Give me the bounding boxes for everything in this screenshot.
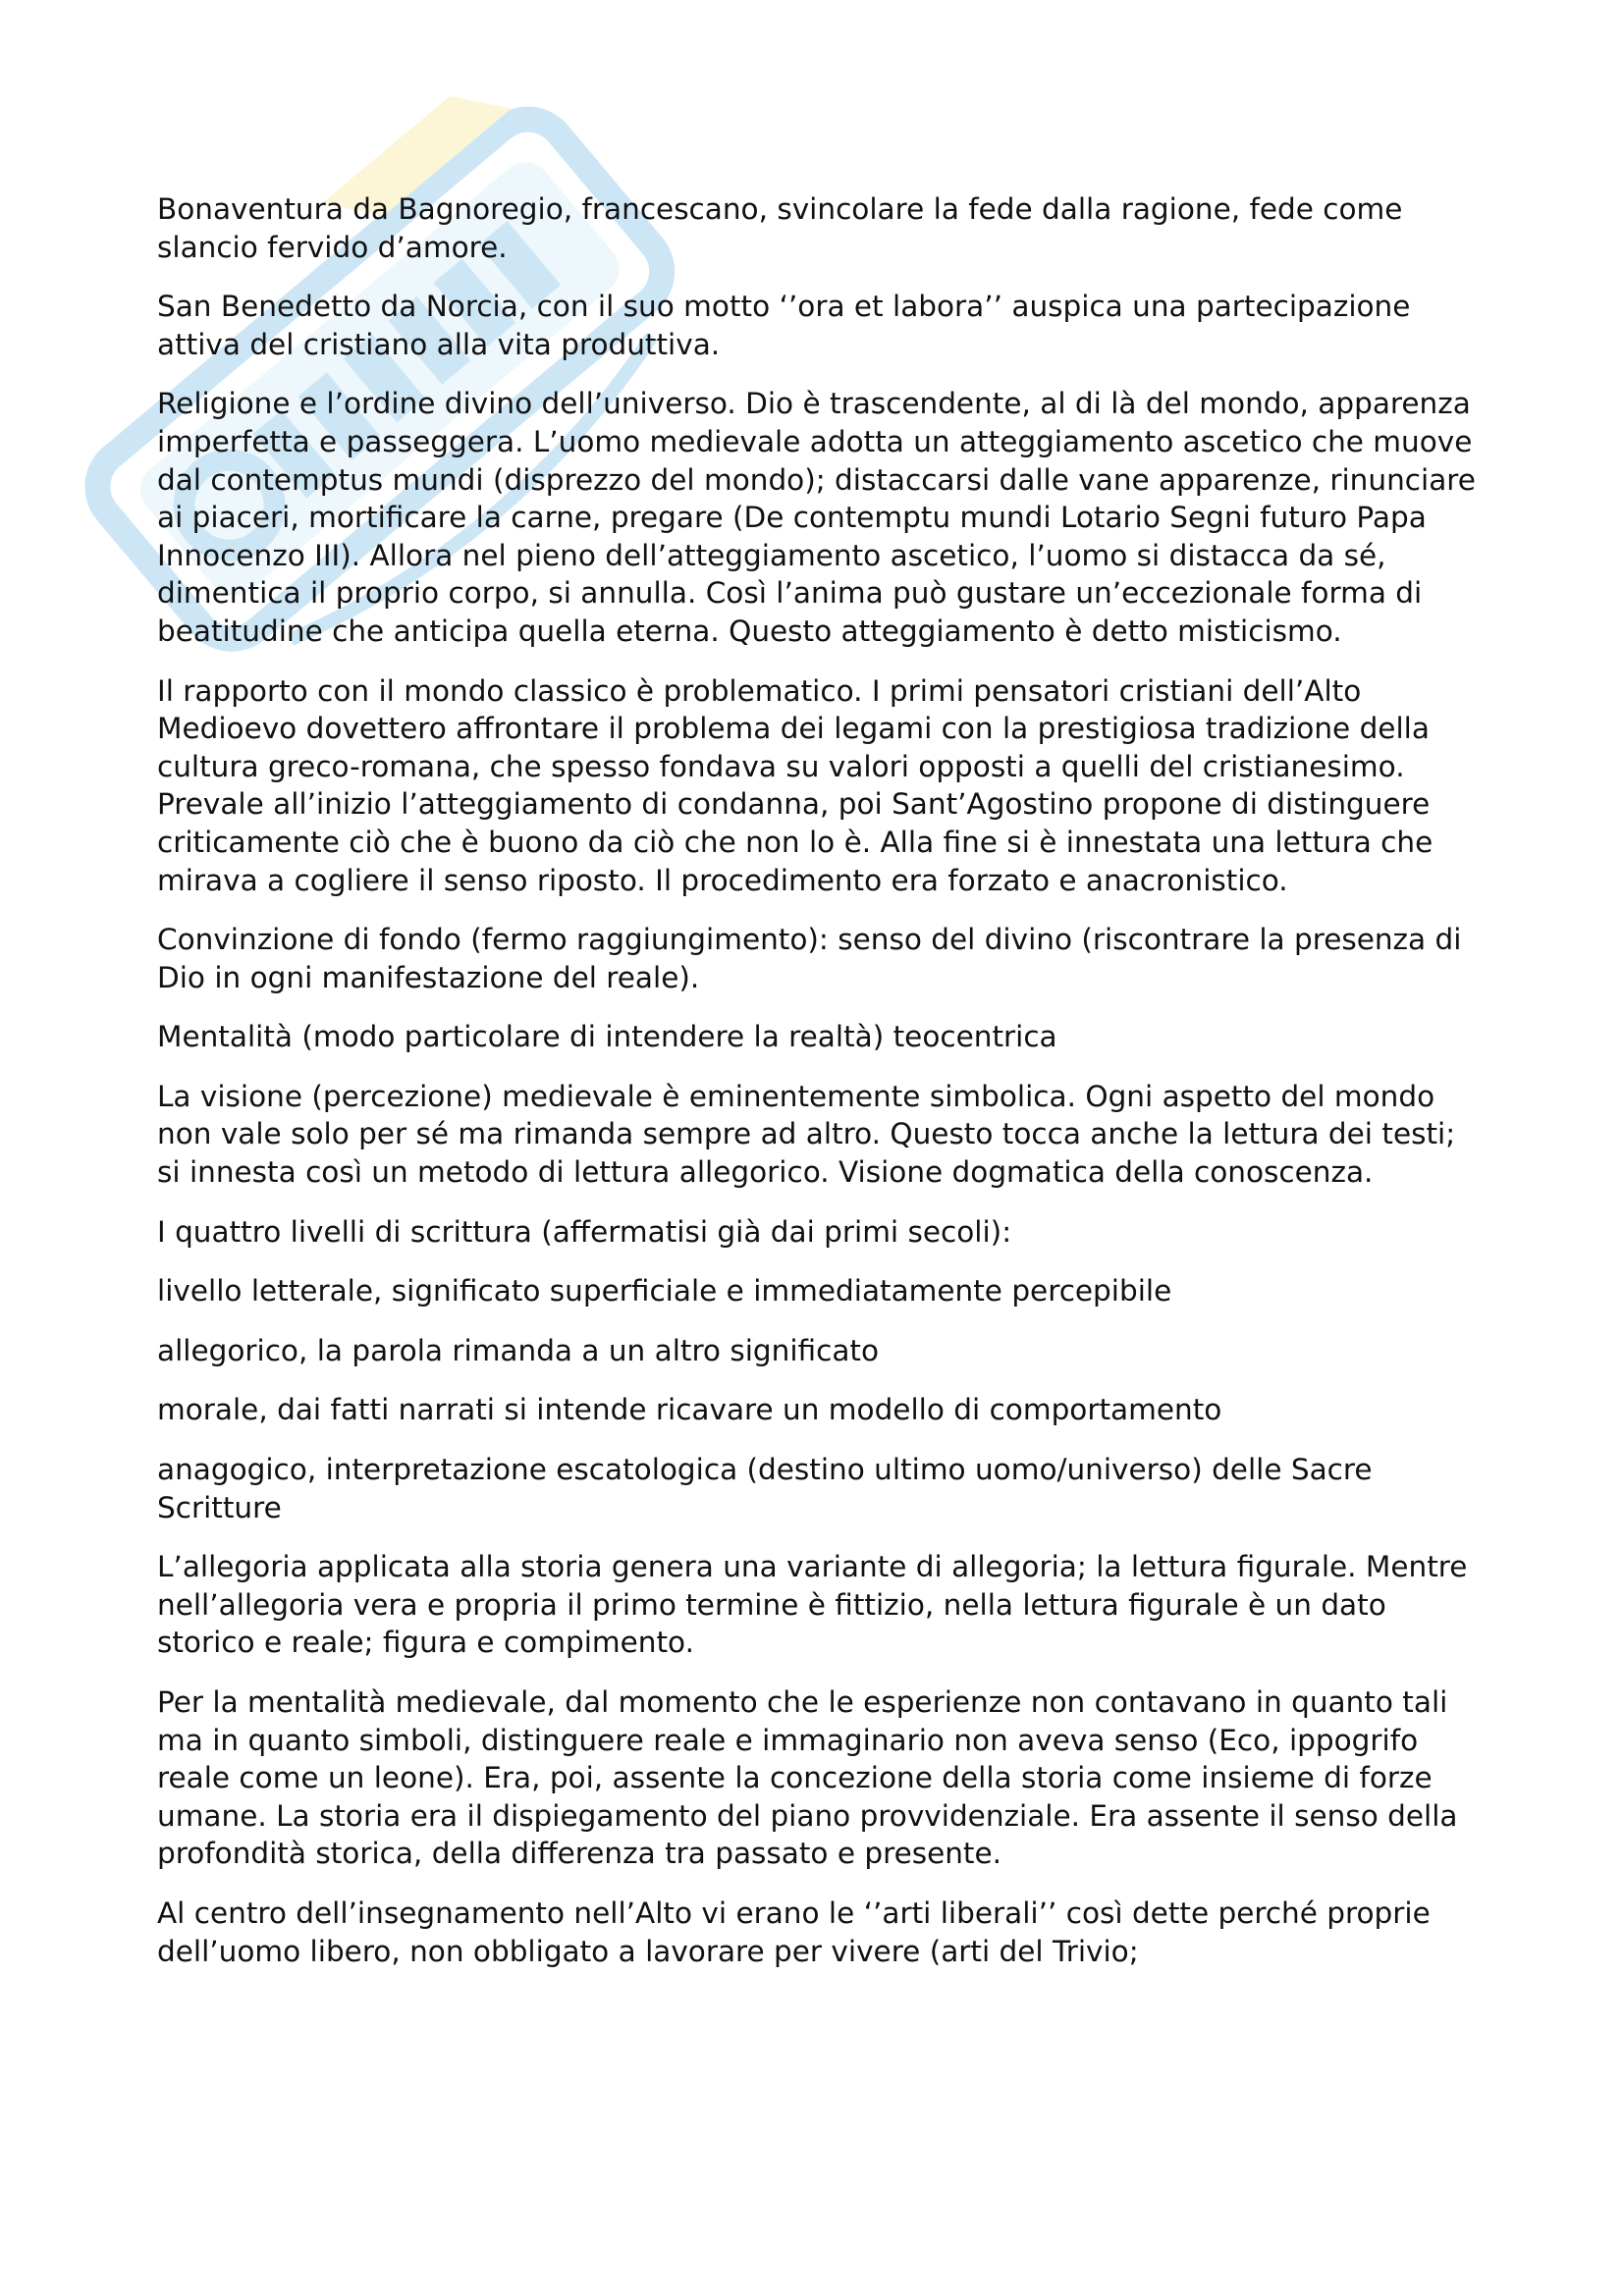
paragraph-visione: La visione (percezione) medievale è eminentemente simbolica. Ogni aspetto del mondo non vale solo per sé ma rimanda sempre ad altro. Questo tocca anche la lettura dei testi; si innesta così un metodo di lettura allegorico. Visione dogmatica della conoscenza. xyxy=(157,1079,1456,1190)
paragraph-arti-liberali: Al centro dell’insegnamento nell’Alto vi erano le ‘’arti liberali’’ così dette perché proprie dell’uomo libero, non obbligato a lavorare per vivere (arti del Trivio; xyxy=(157,1896,1431,1968)
paragraph-morale: morale, dai fatti narrati si intende ricavare un modello di comportamento xyxy=(157,1393,1222,1427)
paragraph-anagogico: anagogico, interpretazione escatologica (destino ultimo uomo/universo) delle Sacre Scritture xyxy=(157,1453,1373,1524)
paragraph-livello-letterale: livello letterale, significato superficiale e immediatamente percepibile xyxy=(157,1274,1172,1308)
paragraph-mentalita-medievale: Per la mentalità medievale, dal momento che le esperienze non contavano in quanto tali ma in quanto simboli, distinguere reale e immaginario non aveva senso (Eco, ippogrifo reale come un leone). Era, poi, assente la concezione della storia come insieme di forze umane. La storia era il dispiegamento del piano provvidenziale. Era assente il senso della profondità storica, della differenza tra passato e presente. xyxy=(157,1685,1458,1871)
paragraph-religione: Religione e l’ordine divino dell’universo. Dio è trascendente, al di là del mondo, apparenza imperfetta e passeggera. L’uomo medievale adotta un atteggiamento ascetico che muove dal contemptus mundi (disprezzo del mondo); distaccarsi dalle vane apparenze, rinunciare ai piaceri, mortificare la carne, pregare (De contemptu mundi Lotario Segni futuro Papa Innocenzo III). Allora nel pieno dell’atteggiamento ascetico, l’uomo si distacca da sé, dimentica il proprio corpo, si annulla. Così l’anima può gustare un’eccezionale forma di beatitudine che anticipa quella eterna. Questo atteggiamento è detto misticismo. xyxy=(157,387,1476,648)
document-body xyxy=(157,190,1483,1992)
paragraph-allegoria-storia: L’allegoria applicata alla storia genera una variante di allegoria; la lettura figurale. Mentre nell’allegoria vera e propria il primo termine è fittizio, nella lettura figurale è un dato storico e reale; figura e compimento. xyxy=(157,1550,1468,1660)
paragraph-san-benedetto: San Benedetto da Norcia, con il suo motto ‘’ora et labora’’ auspica una partecipazione attiva del cristiano alla vita produttiva. xyxy=(157,290,1411,361)
paragraph-convinzione: Convinzione di fondo (fermo raggiungimento): senso del divino (riscontrare la presenza di Dio in ogni manifestazione del reale). xyxy=(157,923,1462,994)
paragraph-allegorico: allegorico, la parola rimanda a un altro significato xyxy=(157,1333,880,1367)
paragraph-mondo-classico: Il rapporto con il mondo classico è problematico. I primi pensatori cristiani dell’Alto Medioevo dovettero affrontare il problema dei legami con la prestigiosa tradizione della cultura greco-romana, che spesso fondava su valori opposti a quelli del cristianesimo. Prevale all’inizio l’atteggiamento di condanna, poi Sant’Agostino propone di distinguere criticamente ciò che è buono da ciò che non lo è. Alla fine si è innestata una lettura che mirava a cogliere il senso riposto. Il procedimento era forzato e anacronistico. xyxy=(157,673,1434,897)
paragraph-quattro-livelli: I quattro livelli di scrittura (affermatisi già dai primi secoli): xyxy=(157,1214,1012,1249)
paragraph-bonaventura: Bonaventura da Bagnoregio, francescano, svincolare la fede dalla ragione, fede come slancio fervido d’amore. xyxy=(157,192,1403,264)
paragraph-mentalita: Mentalità (modo particolare di intendere la realtà) teocentrica xyxy=(157,1020,1057,1054)
